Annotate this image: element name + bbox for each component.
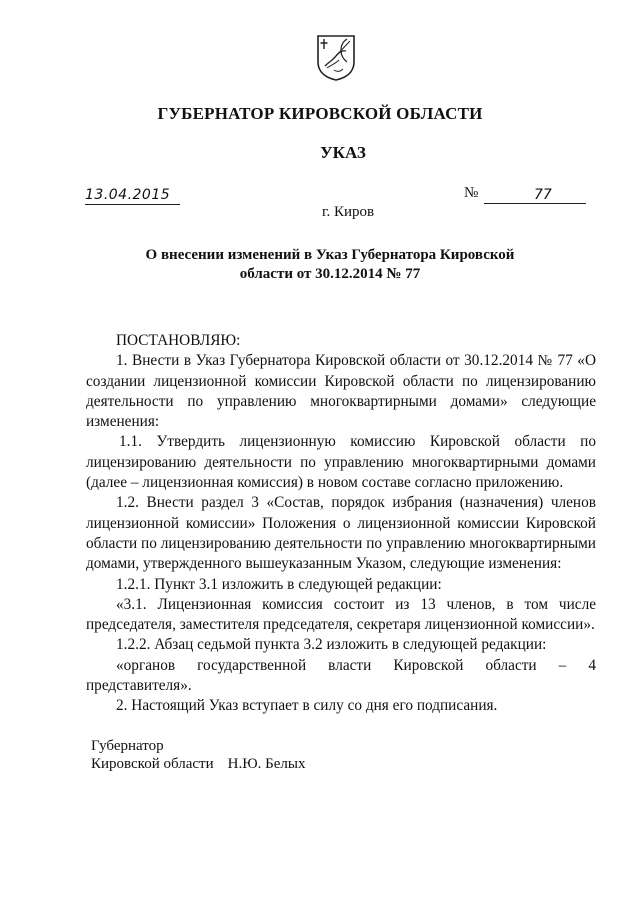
paragraph-2: 2. Настоящий Указ вступает в силу со дня его подписания. (116, 697, 498, 715)
signature-region: Кировской области (91, 756, 214, 772)
document-date: 13.04.2015 (85, 186, 180, 205)
paragraph-1-1: 1.1. Утвердить лицензионную комиссию Кировской области по лицензированию деятельности по управлению многоквартирными домами (далее – лицензионная комиссия) в новом составе согласно приложению. (86, 433, 596, 492)
decree-word: ПОСТАНОВЛЯЮ: (116, 332, 241, 349)
city: г. Киров (322, 204, 375, 220)
number-label: № (464, 185, 479, 201)
document-number: 77 (484, 186, 586, 204)
signature-name: Н.Ю. Белых (227, 756, 306, 772)
paragraph-1-2-1-text: «3.1. Лицензионная комиссия состоит из 13 членов, в том числе председателя, заместителя председателя, секретаря лицензионной комиссии». (86, 595, 596, 634)
document-type: УКАЗ (320, 143, 366, 162)
paragraph-1-2-1: 1.2.1. Пункт 3.1 изложить в следующей редакции: (116, 575, 442, 593)
document-subject (120, 246, 540, 284)
subject-line-1: О внесении изменений в Указ Губернатора Кировской (145, 247, 515, 263)
coat-of-arms-icon (313, 32, 359, 82)
paragraph-1-2: 1.2. Внести раздел 3 «Состав, порядок избрания (назначения) членов лицензионной комиссии» Положения о лицензионной комиссии Кировской области по лицензированию деятельности по управлению многоквартирными домами, утвержденного вышеуказанным Указом, следующие изменения: (86, 494, 596, 573)
subject-line-2: области от 30.12.2014 № 77 (239, 266, 421, 282)
paragraph-1-2-2: 1.2.2. Абзац седьмой пункта 3.2 изложить в следующей редакции: (116, 636, 547, 654)
paragraph-1: 1. Внести в Указ Губернатора Кировской области от 30.12.2014 № 77 «О создании лицензионной комиссии Кировской области по лицензированию деятельности по управлению многоквартирными домами» следующие изменения: (86, 352, 596, 431)
issuer-title: ГУБЕРНАТОР КИРОВСКОЙ ОБЛАСТИ (157, 104, 483, 123)
signature-title: Губернатор (91, 738, 164, 754)
document-body (86, 331, 596, 717)
paragraph-1-2-2-text: «органов государственной власти Кировской области – 4 представителя». (86, 656, 596, 695)
signature-line (91, 756, 305, 773)
